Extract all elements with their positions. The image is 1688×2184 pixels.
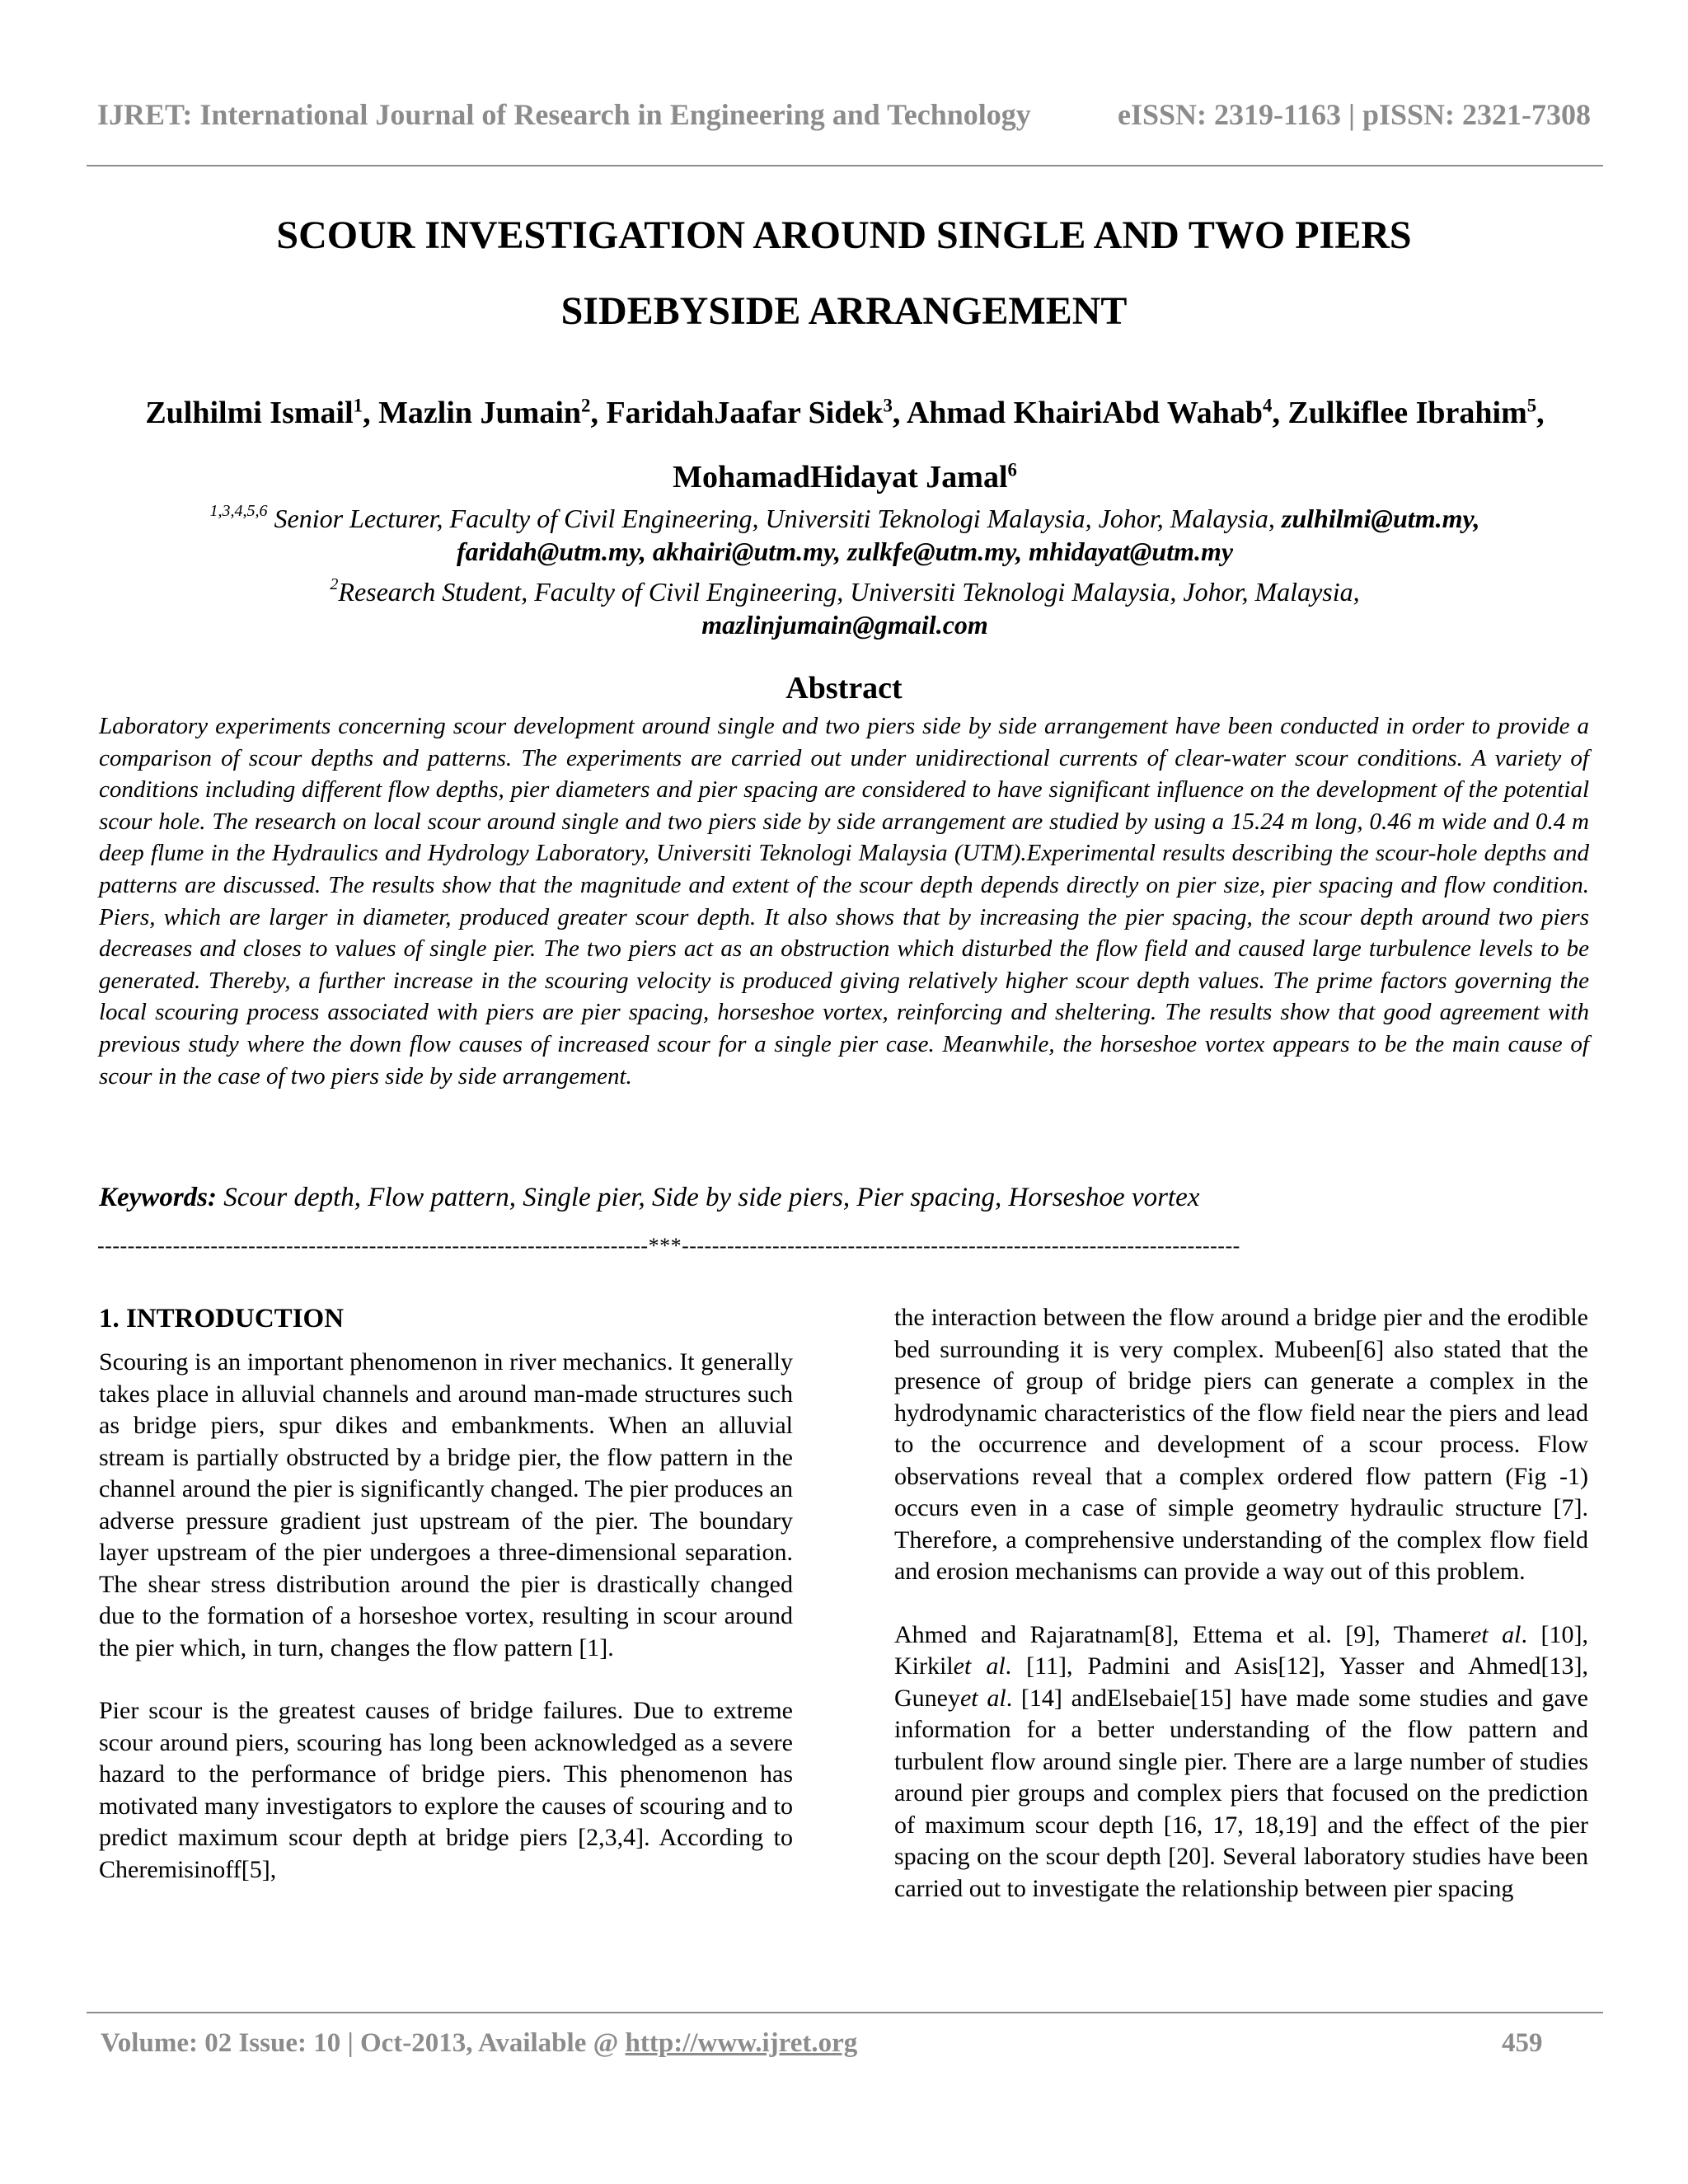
keywords-text: Scour depth, Flow pattern, Single pier, Side by side piers, Pier spacing, Horseshoe vortex (217, 1183, 1200, 1212)
footer-text: Volume: 02 Issue: 10 | Oct-2013, Available @ (101, 2028, 626, 2058)
affiliation-text: Research Student, Faculty of Civil Engineering, Universiti Teknologi Malaysia, Johor, Malaysia, (338, 577, 1360, 607)
author-name: MohamadHidayat Jamal (673, 460, 1008, 494)
paragraph (894, 1619, 1588, 1905)
journal-link[interactable]: http://www.ijret.org (625, 2028, 858, 2058)
author-sup: 2 (581, 395, 591, 416)
text-run: . [11], Padmini and Asis[12], Yasser and Ahmed[13], Guney (894, 1652, 1588, 1712)
author-sup: 5 (1526, 395, 1537, 416)
issn: eISSN: 2319-1163 | pISSN: 2321-7308 (1118, 98, 1591, 131)
separator-stars: *** (648, 1234, 682, 1258)
abstract-text: Laboratory experiments concerning scour development around single and two piers side by side arrangement have been conducted in order to provide a comparison of scour depths and patterns. The experiments are carried out under unidirectional currents of clear-water scour conditions. A variety of conditions including different flow depths, pier diameters and pier spacing are considered to have significant influence on the development of the potential scour hole. The research on local scour around single and two piers side by side arrangement are studied by using a 15.24 m long, 0.46 m wide and 0.4 m deep flume in the Hydraulics and Hydrology Laboratory, Universiti Teknologi Malaysia (UTM).Experimental results describing the scour-hole depths and patterns are discussed. The results show that the magnitude and extent of the scour depth depends directly on pier size, pier spacing and flow condition. Piers, which are larger in diameter, produced greater scour depth. It also shows that by increasing the pier spacing, the scour depth around two piers decreases and closes to values of single pier. The two piers act as an obstruction which disturbed the flow field and caused large turbulence levels to be generated. Thereby, a further increase in the scouring velocity is produced giving relatively higher scour depth values. The prime factors governing the local scouring process associated with piers are pier spacing, horseshoe vortex, reinforcing and sheltering. The results show that good agreement with previous study where the down flow causes of increased scour for a single pier case. Meanwhile, the horseshoe vortex appears to be the main cause of scour in the case of two piers side by side arrangement. (99, 713, 1589, 1090)
author-name: Ahmad KhairiAbd Wahab (906, 396, 1264, 430)
affiliation-1 (91, 494, 1599, 535)
author-sup: 6 (1007, 459, 1017, 480)
footer (101, 2028, 1551, 2059)
paper-title (99, 198, 1589, 349)
text-run: . [14] andElsebaie[15] have made some studies and gave information for a better understanding of the flow pattern and turbulent flow around single pier. There are a large number of studies around pier groups and complex piers that focused on the prediction of maximum scour depth [16, 17, 18,19] and the effect of the pier spacing on the scour depth [20]. Several laboratory studies have been carried out to investigate the relationship between pier spacing (894, 1684, 1588, 1902)
affiliation-2 (91, 568, 1599, 608)
author-line-1: Zulhilmi Ismail$^1$, Mazlin Jumain$^2$, FaridahJaafar Sidek$^3$, Ahmad KhairiAbd Wahab$^4$, Zulkiflee Ibrahim$^5$, (145, 395, 1545, 430)
journal-name: IJRET: International Journal of Research in Engineering and Technology (97, 98, 1031, 131)
author-emails[interactable]: faridah@utm.my, akhairi@utm.my, zulkfe@utm.my, mhidayat@utm.my (456, 537, 1234, 566)
footer-rule (87, 2012, 1603, 2013)
author-email[interactable]: zulhilmi@utm.my, (1281, 504, 1480, 533)
affiliation-text: Senior Lecturer, Faculty of Civil Engineering, Universiti Teknologi Malaysia, Johor, Malaysia, (274, 504, 1282, 533)
author-name: Zulkiflee Ibrahim (1287, 396, 1527, 430)
keywords-label: Keywords: (99, 1183, 217, 1212)
affiliations (91, 494, 1599, 641)
left-column (99, 1302, 793, 1886)
et-al: et al (1470, 1620, 1522, 1648)
header-rule (87, 165, 1603, 166)
author-sup: 1 (353, 395, 363, 416)
affiliation-sup: 2 (330, 575, 339, 593)
section-separator (97, 1234, 1591, 1258)
paragraph: Scouring is an important phenomenon in river mechanics. It generally takes place in alluvial channels and around man-made structures such as bridge piers, spur dikes and embankments. When an alluvial stream is partially obstructed by a bridge pier, the flow pattern in the channel around the pier is significantly changed. The pier produces an adverse pressure gradient just upstream of the pier. The boundary layer upstream of the pier undergoes a three-dimensional separation. The shear stress distribution around the pier is drastically changed due to the formation of a horseshoe vortex, resulting in scour around the pier which, in turn, changes the flow pattern [1]. (99, 1348, 793, 1661)
separator-dashes: ------------------------------------------------------------------------- (97, 1234, 649, 1258)
et-al: et al (959, 1684, 1006, 1712)
title-line-2: SIDEBYSIDE ARRANGEMENT (560, 289, 1128, 333)
author-list (91, 381, 1599, 509)
right-column (894, 1302, 1588, 1905)
separator-dashes: -------------------------------------------------------------------------- (682, 1234, 1240, 1258)
author-name: FaridahJaafar Sidek (606, 396, 884, 430)
author-sup: 3 (883, 395, 893, 416)
abstract-heading: Abstract (785, 671, 903, 705)
text-run: Ahmed and Rajaratnam[8], Ettema et al. [9], Thamer (894, 1620, 1470, 1648)
title-line-1: SCOUR INVESTIGATION AROUND SINGLE AND TWO PIERS (276, 213, 1412, 257)
et-al: et al (953, 1652, 1006, 1680)
page-number: 459 (1502, 2028, 1543, 2058)
paragraph: Pier scour is the greatest causes of bridge failures. Due to extreme scour around piers, scouring has long been acknowledged as a severe hazard to the performance of bridge piers. This phenomenon has motivated many investigators to explore the causes of scouring and to predict maximum scour depth at bridge piers [2,3,4]. According to Cheremisinoff[5], (99, 1697, 793, 1883)
author-name: Zulhilmi Ismail (145, 396, 354, 430)
running-head (97, 97, 1591, 132)
keywords (99, 1183, 1589, 1213)
paragraph: the interaction between the flow around a bridge pier and the erodible bed surrounding it is very complex. Mubeen[6] also stated that the presence of group of bridge piers can generate a complex in the hydrodynamic characteristics of the flow field near the piers and lead to the occurrence and development of a scour process. Flow observations reveal that a complex ordered flow pattern (Fig -1) occurs even in a case of simple geometry hydraulic structure [7]. Therefore, a comprehensive understanding of the complex flow field and erosion mechanisms can provide a way out of this problem. (894, 1304, 1588, 1585)
affiliation-sup: 1,3,4,5,6 (209, 502, 268, 520)
author-email[interactable]: mazlinjumain@gmail.com (701, 610, 988, 640)
author-sup: 4 (1263, 395, 1273, 416)
text-run: . [10], Kirkil (894, 1620, 1588, 1680)
section-heading: 1. INTRODUCTION (99, 1304, 345, 1333)
author-name: Mazlin Jumain (378, 396, 582, 430)
